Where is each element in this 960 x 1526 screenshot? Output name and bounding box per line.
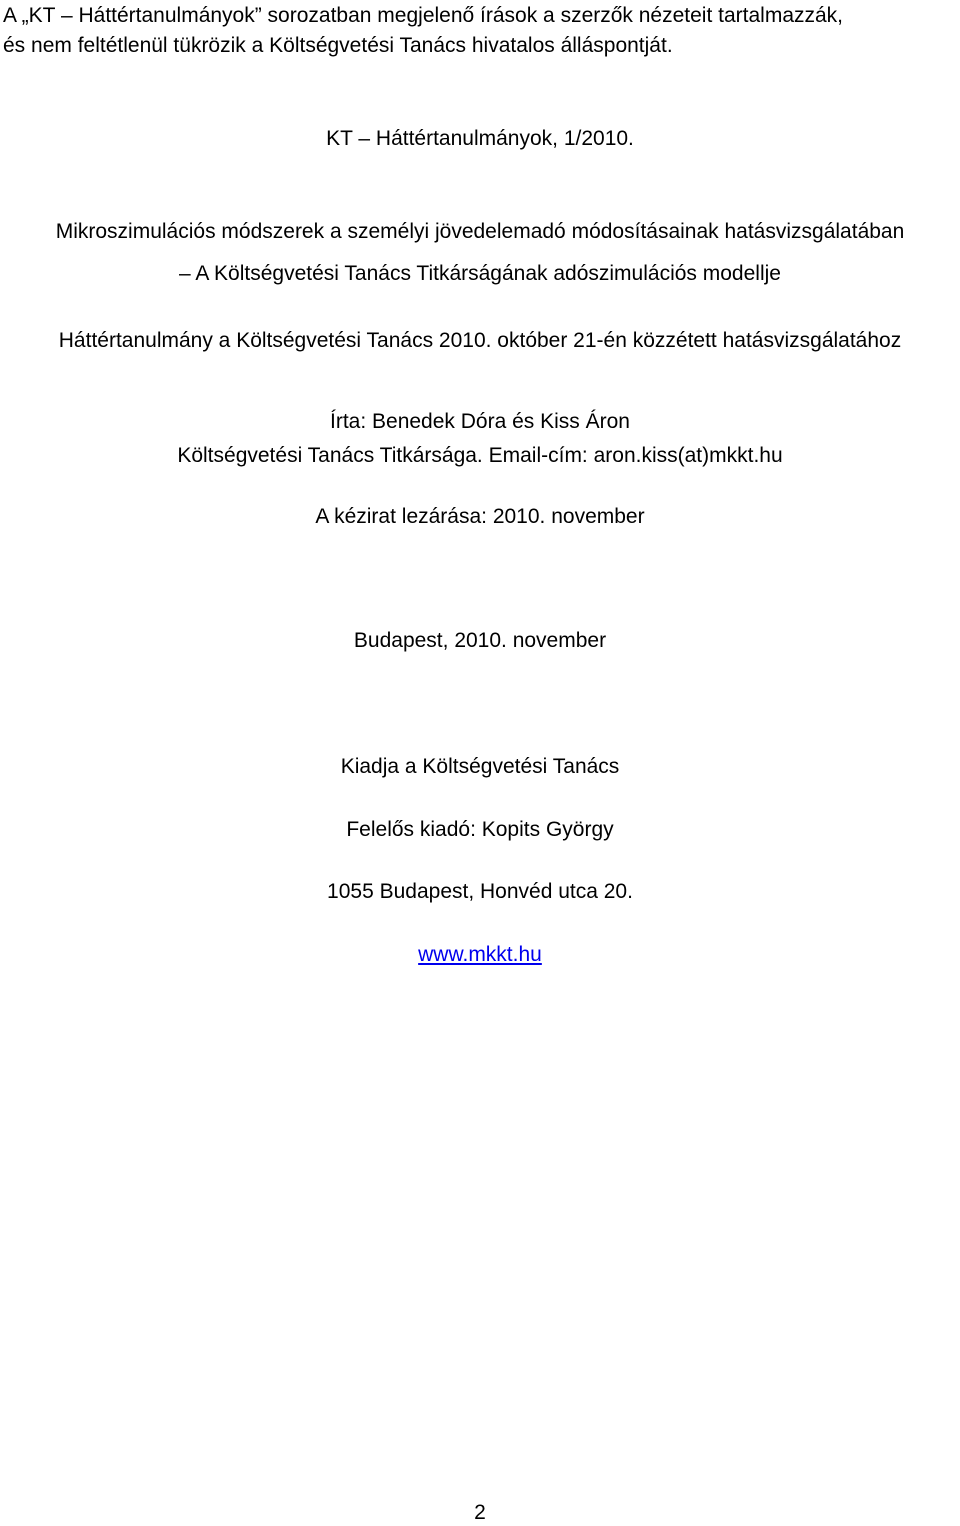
place-date: Budapest, 2010. november [353, 629, 607, 652]
publisher-issued-by: Kiadja a Költségvetési Tanács [340, 755, 620, 778]
publisher-responsible: Felelős kiadó: Kopits György [346, 818, 614, 841]
authors-line: Írta: Benedek Dóra és Kiss Áron [330, 410, 630, 433]
disclaimer-line-2: és nem feltétlenül tükrözik a Költségvetési Tanács hivatalos álláspontját. [3, 34, 673, 57]
page-number: 2 [474, 1501, 486, 1524]
manuscript-closed: A kézirat lezárása: 2010. november [315, 505, 645, 528]
title-line-2: – A Költségvetési Tanács Titkárságának adószimulációs modellje [179, 262, 781, 285]
series-label: KT – Háttértanulmányok, 1/2010. [326, 127, 634, 150]
title-line-1: Mikroszimulációs módszerek a személyi jövedelemadó módosításainak hatásvizsgálatában [55, 220, 905, 243]
website-link[interactable]: www.mkkt.hu [418, 943, 542, 966]
publisher-address: 1055 Budapest, Honvéd utca 20. [327, 880, 633, 903]
affiliation-line: Költségvetési Tanács Titkársága. Email-cím: aron.kiss(at)mkkt.hu [177, 444, 783, 467]
disclaimer-line-1: A „KT – Háttértanulmányok” sorozatban megjelenő írások a szerzők nézeteit tartalmazzák, [3, 4, 844, 27]
website-line [0, 942, 960, 968]
subtitle: Háttértanulmány a Költségvetési Tanács 2010. október 21-én közzétett hatásvizsgálatához [58, 329, 902, 352]
